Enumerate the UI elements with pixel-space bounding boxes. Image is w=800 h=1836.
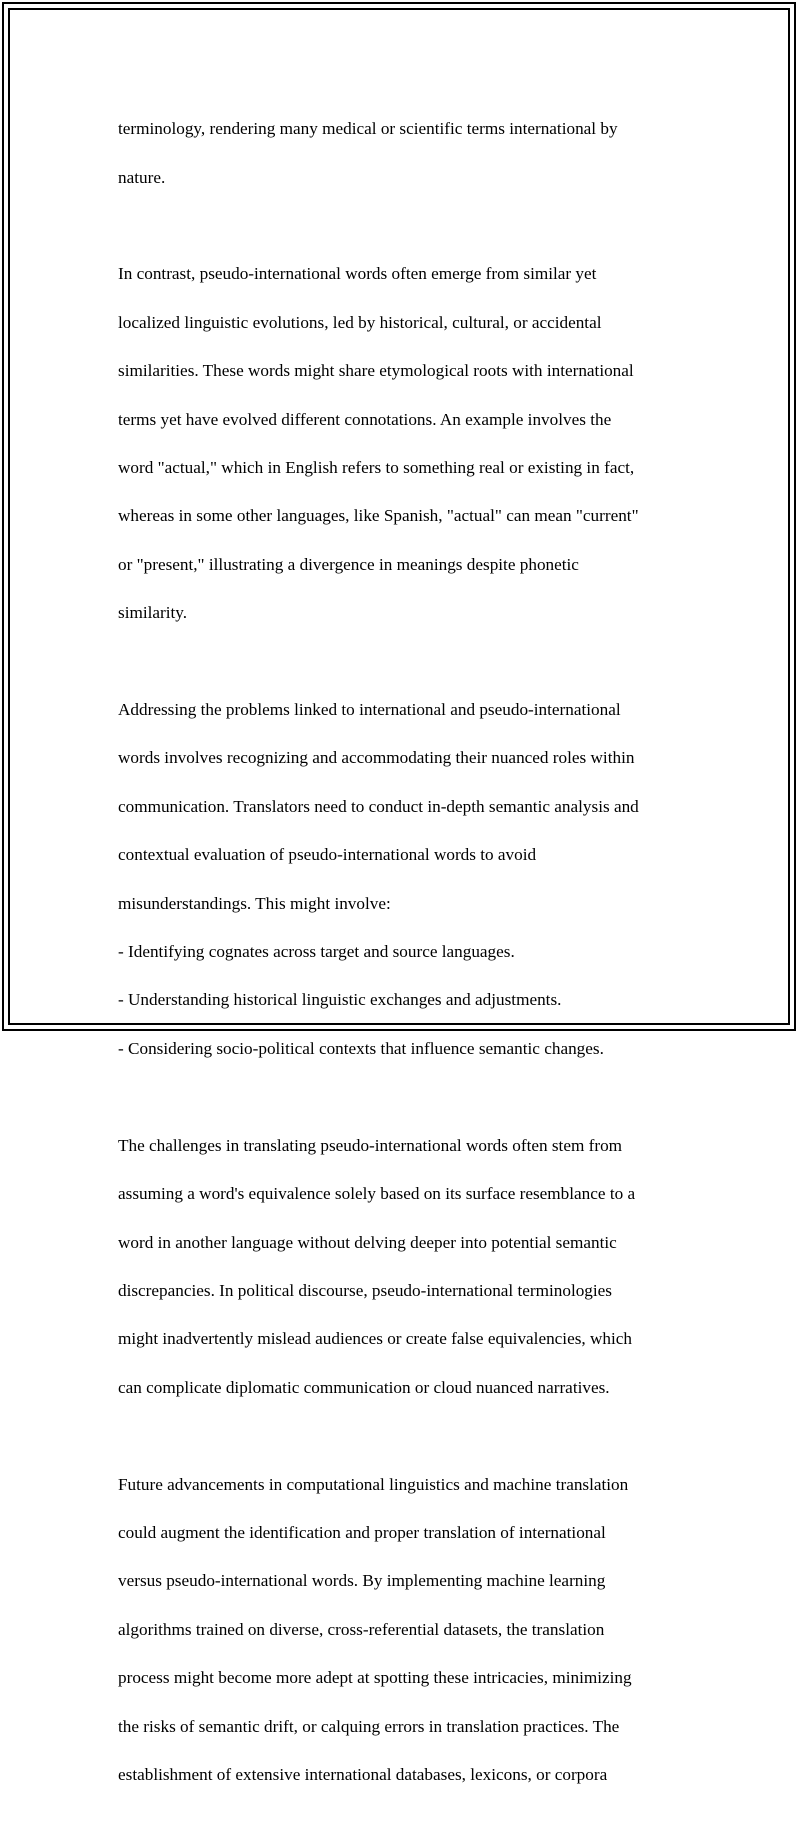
- text-line: algorithms trained on diverse, cross-referential datasets, the translation: [118, 1619, 605, 1639]
- text-line: similarity.: [118, 603, 188, 623]
- text-line: discrepancies. In political discourse, pseudo-international terminologies: [118, 1280, 612, 1300]
- text-line: The challenges in translating pseudo-international words often stem from: [118, 1135, 623, 1155]
- text-line: establishment of extensive international databases, lexicons, or corpora: [118, 1764, 608, 1784]
- list-item: - Identifying cognates across target and source languages.: [118, 942, 515, 962]
- text-line: or "present," illustrating a divergence in meanings despite phonetic: [118, 554, 579, 574]
- text-line: might inadvertently mislead audiences or create false equivalencies, which: [118, 1329, 632, 1349]
- text-line: terms yet have evolved different connotations. An example involves the: [118, 409, 612, 429]
- text-line: nature.: [118, 167, 166, 187]
- text-line: In contrast, pseudo-international words often emerge from similar yet: [118, 264, 597, 284]
- paragraph-2: [118, 238, 688, 649]
- text-line: communication. Translators need to conduct in-depth semantic analysis and: [118, 796, 639, 816]
- paragraph-1: [118, 93, 688, 214]
- text-line: similarities. These words might share etymological roots with international: [118, 361, 634, 381]
- list-item: - Understanding historical linguistic exchanges and adjustments.: [118, 990, 562, 1010]
- text-line: words involves recognizing and accommodating their nuanced roles within: [118, 748, 635, 768]
- text-line: terminology, rendering many medical or scientific terms international by: [118, 119, 618, 139]
- text-line: versus pseudo-international words. By implementing machine learning: [118, 1571, 606, 1591]
- list-item: - Considering socio-political contexts that influence semantic changes.: [118, 1038, 604, 1058]
- text-line: Future advancements in computational linguistics and machine translation: [118, 1474, 629, 1494]
- text-line: assuming a word's equivalence solely based on its surface resemblance to a: [118, 1184, 636, 1204]
- text-line: word in another language without delving deeper into potential semantic: [118, 1232, 617, 1252]
- text-line: process might become more adept at spotting these intricacies, minimizing: [118, 1668, 632, 1688]
- text-line: whereas in some other languages, like Spanish, "actual" can mean "current": [118, 506, 639, 526]
- text-line: the risks of semantic drift, or calquing errors in translation practices. The: [118, 1716, 620, 1736]
- text-line: Addressing the problems linked to international and pseudo-international: [118, 700, 621, 720]
- text-line: could augment the identification and proper translation of international: [118, 1522, 606, 1542]
- text-line: contextual evaluation of pseudo-international words to avoid: [118, 845, 537, 865]
- text-line: misunderstandings. This might involve:: [118, 893, 391, 913]
- document-body: [118, 93, 688, 1836]
- text-line: word "actual," which in English refers to something real or existing in fact,: [118, 458, 635, 478]
- text-line: localized linguistic evolutions, led by historical, cultural, or accidental: [118, 312, 602, 332]
- paragraph-4: [118, 1109, 688, 1424]
- paragraph-3: [118, 674, 688, 1085]
- paragraph-5: [118, 1448, 688, 1811]
- text-line: can complicate diplomatic communication or cloud nuanced narratives.: [118, 1377, 610, 1397]
